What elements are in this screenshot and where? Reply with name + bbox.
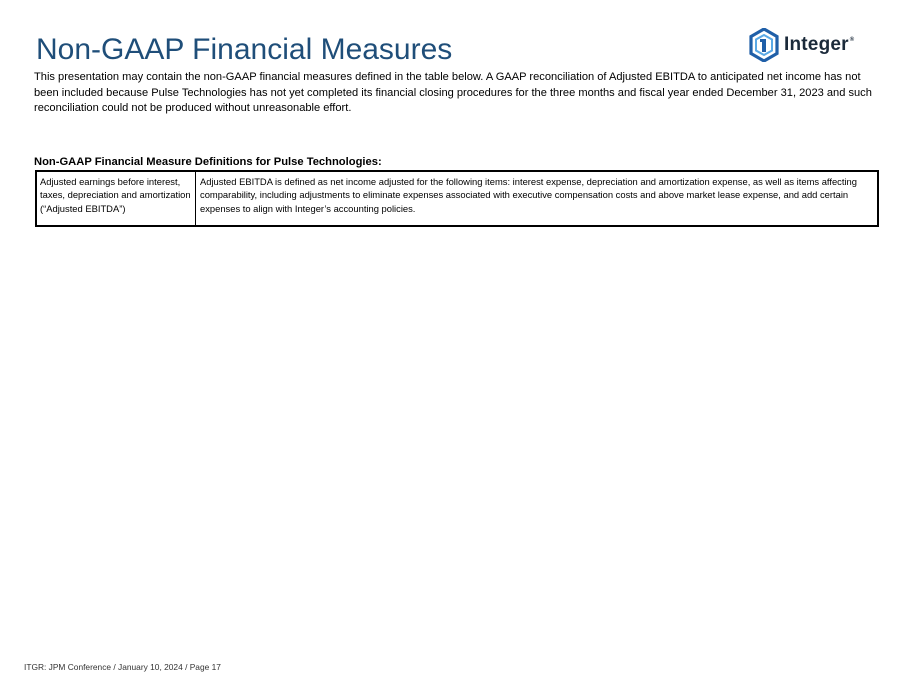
company-logo: [749, 27, 854, 63]
logo-wordmark: Integer®: [784, 34, 855, 55]
registered-mark: ®: [849, 37, 855, 43]
integer-hexagon-logo-icon: [749, 28, 779, 62]
definitions-table: [35, 170, 879, 227]
page-footer: ITGR: JPM Conference / January 10, 2024 / Page 17: [24, 662, 221, 672]
definitions-heading: Non-GAAP Financial Measure Definitions for Pulse Technologies:: [34, 156, 382, 168]
page-title: Non-GAAP Financial Measures: [36, 33, 453, 66]
definition-term-cell: Adjusted earnings before interest, taxes, depreciation and amortization (“Adjusted EBITDA”): [37, 172, 196, 225]
intro-paragraph: This presentation may contain the non-GAAP financial measures defined in the table below. A GAAP reconciliation of Adjusted EBITDA to anticipated net income has not been included because Pulse Technologies has not yet completed its financial closing procedures for the three months and fiscal year ended December 31, 2023 and such reconciliation could not be produced without unreasonable effort.: [34, 71, 872, 114]
definition-description-cell: Adjusted EBITDA is defined as net income adjusted for the following items: interest expense, depreciation and amortization expense, as well as items affecting comparability, including adjustments to eliminate expenses associated with executive compensation costs and above market lease expense, and add certain expenses to align with Integer’s accounting policies.: [200, 176, 857, 214]
